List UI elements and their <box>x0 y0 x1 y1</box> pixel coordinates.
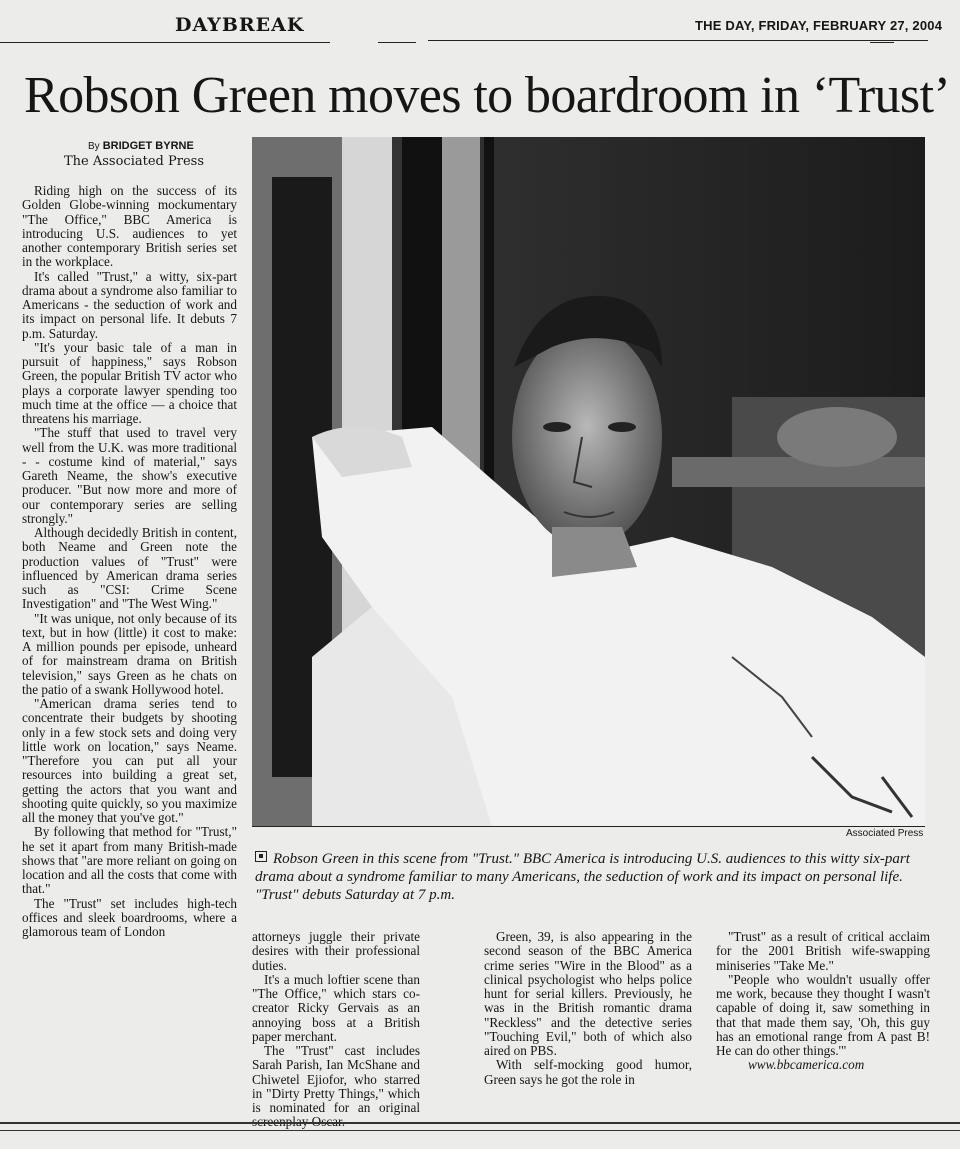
header-rule-right-extra <box>870 42 894 43</box>
article-column-4 <box>716 930 930 1073</box>
paragraph: The "Trust" set includes high-tech offices and sleek boardrooms, where a glamorous team of London <box>22 895 237 939</box>
section-label: DAYBREAK <box>175 14 305 36</box>
article-column-2 <box>252 930 420 1130</box>
paragraph: By following that method for "Trust," he set it apart from many British-made shows that "are more reliant on going on location and all the costs that come with that." <box>22 824 237 897</box>
caption-text: Robson Green in this scene from "Trust." BBC America is introducing U.S. audiences to this witty six-part drama about a syndrome familiar to many Americans, the seduction of work and its impact on personal life. "Trust" debuts Saturday at 7 p.m. <box>255 851 910 903</box>
paragraph: With self-mocking good humor, Green says he got the role in <box>484 1057 692 1087</box>
photo-rule <box>252 826 925 827</box>
photo-caption <box>255 850 927 904</box>
byline-prefix: By <box>88 141 100 152</box>
article-photo <box>252 137 925 827</box>
paragraph: "It was unique, not only because of its text, but in how (little) it cost to make: A million pounds per episode, unheard of for mainstream drama on British television," says Green as he chats on the patio of a swank Hollywood hotel. <box>22 610 237 697</box>
paragraph: "People who wouldn't usually offer me work, because they thought I wasn't capable of doing it, saw something in that that made them say, 'Oh, this guy has an emotional range from A past B! He can do other things.'" <box>716 971 930 1058</box>
photo-credit: Associated Press <box>846 828 924 839</box>
byline-agency: The Associated Press <box>64 154 204 169</box>
paragraph: Although decidedly British in content, both Neame and Green note the production values of "Trust" were influenced by American drama series such as "CSI: Crime Scene Investigation" and "The West Wing." <box>22 525 237 612</box>
paragraph: It's a much loftier scene than "The Office," which stars co-creator Ricky Gervais as an annoying boss at a British paper merchant. <box>252 971 420 1044</box>
web-link[interactable]: www.bbcamerica.com <box>748 1057 865 1073</box>
article-column-1 <box>22 184 237 939</box>
paragraph: "The stuff that used to travel very well from the U.K. was more traditional - - costume kind of material," says Gareth Neame, the show's executive producer. "But now more and more of our contemporary series are selling strongly." <box>22 425 237 526</box>
paragraph: attorneys juggle their private desires with their professional duties. <box>252 929 420 973</box>
footer-rule-top <box>0 1122 960 1124</box>
camera-icon <box>255 851 267 862</box>
photo-illustration <box>252 137 925 827</box>
header-rule-left <box>0 42 330 43</box>
byline-name: BRIDGET BYRNE <box>102 140 194 152</box>
header-rule-right <box>428 40 928 41</box>
paragraph: "American drama series tend to concentrate their budgets by shooting only in a few stock sets and doing very little work on location," says Neame. "Therefore you can put all your resources into building a great set, getting the actors that you want and shooting quite quickly, so you maximize all the money that you've got." <box>22 696 237 825</box>
paragraph: It's called "Trust," a witty, six-part drama about a syndrome also familiar to Americans - the seduction of work and its impact on personal life. It debuts 7 p.m. Saturday. <box>22 268 237 341</box>
footer-rule-bottom <box>0 1130 960 1131</box>
paragraph: "It's your basic tale of a man in pursuit of happiness," says Robson Green, the popular British TV actor who plays a corporate lawyer spending too much time at the office — a choice that threatens his marriage. <box>22 339 237 426</box>
byline <box>88 140 194 152</box>
article-column-3 <box>484 930 692 1087</box>
paragraph: "Trust" as a result of critical acclaim for the 2001 British wife-swapping miniseries "Take Me." <box>716 929 930 973</box>
paragraph: Green, 39, is also appearing in the second season of the BBC America crime series "Wire in the Blood" as a clinical psychologist who helps police hunt for serial killers. Previously, he was in the British romantic drama "Reckless" and the detective series "Touching Evil," both of which also aired on PBS. <box>484 929 692 1058</box>
header-rule-mid <box>378 42 416 43</box>
dateline: THE DAY, FRIDAY, FEBRUARY 27, 2004 <box>695 18 943 33</box>
headline: Robson Green moves to boardroom in ‘Trust’ <box>24 67 951 124</box>
paragraph: Riding high on the success of its Golden Globe-winning mockumentary "The Office," BBC America is introducing U.S. audiences to yet another contemporary British series set in the workplace. <box>22 183 237 270</box>
paragraph: The "Trust" cast includes Sarah Parish, Ian McShane and Chiwetel Ejiofor, who starred in "Dirty Pretty Things," which is nominated for an original <box>252 1043 420 1115</box>
